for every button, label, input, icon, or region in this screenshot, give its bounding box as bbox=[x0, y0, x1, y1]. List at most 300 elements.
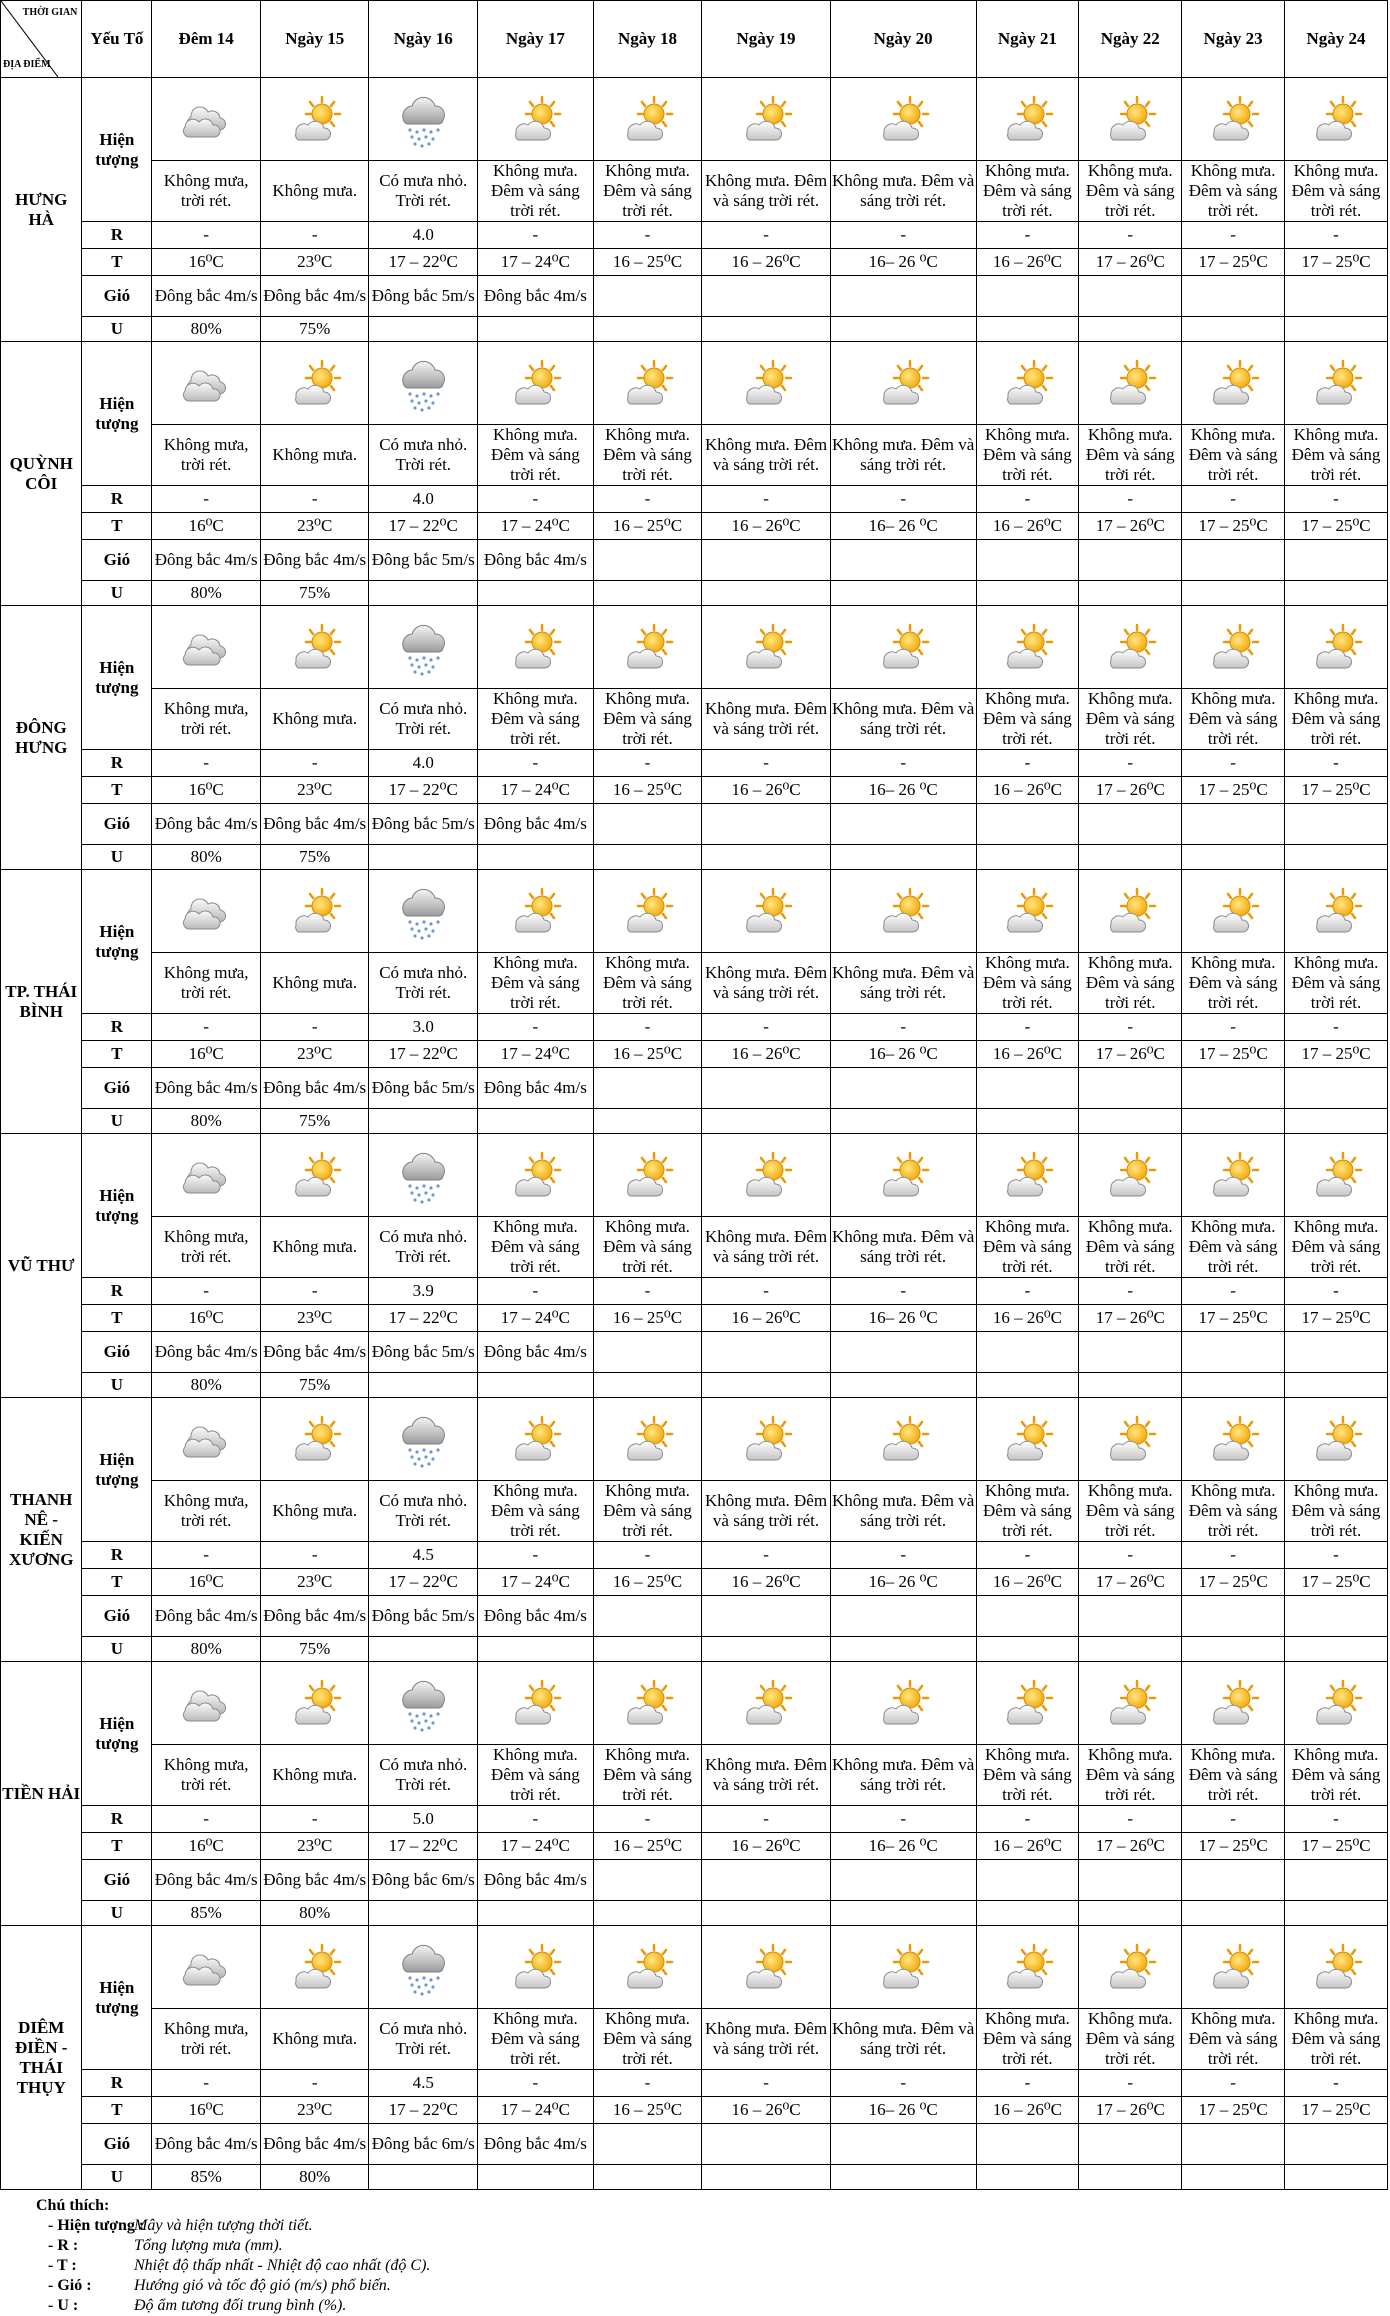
cloudy-icon bbox=[153, 1413, 259, 1465]
sun-cloud-icon bbox=[978, 885, 1078, 937]
wind-value: Đông bắc 5m/s bbox=[369, 540, 478, 581]
rain-value: - bbox=[593, 2070, 702, 2097]
wind-value bbox=[1182, 2124, 1285, 2165]
rain-value: - bbox=[1285, 1014, 1388, 1041]
rain-value: 5.0 bbox=[369, 1806, 478, 1833]
weather-description: Không mưa, trời rét. bbox=[152, 1745, 261, 1806]
rain-value: - bbox=[1285, 750, 1388, 777]
weather-description: Không mưa. Đêm và sáng trời rét. bbox=[702, 425, 831, 486]
humidity-value: 85% bbox=[152, 1901, 261, 1926]
humidity-value bbox=[976, 845, 1079, 870]
weather-description: Không mưa. Đêm và sáng trời rét. bbox=[593, 2009, 702, 2070]
sun-cloud-icon bbox=[703, 357, 829, 409]
temperature-value: 16 – 26⁰C bbox=[976, 249, 1079, 276]
weather-icon-cell bbox=[830, 1398, 976, 1481]
weather-description: Không mưa, trời rét. bbox=[152, 953, 261, 1014]
temperature-value: 17 – 25⁰C bbox=[1182, 1305, 1285, 1332]
location-u-row bbox=[1, 581, 1388, 606]
rain-value: - bbox=[1079, 1278, 1182, 1305]
rain-value: - bbox=[1285, 2070, 1388, 2097]
rain-value: - bbox=[152, 486, 261, 513]
weather-description: Không mưa. Đêm và sáng trời rét. bbox=[478, 1481, 594, 1542]
wind-value bbox=[830, 276, 976, 317]
sun-cloud-icon bbox=[262, 885, 368, 937]
sun-cloud-icon bbox=[479, 1677, 592, 1729]
weather-description: Không mưa. Đêm và sáng trời rét. bbox=[478, 161, 594, 222]
temperature-value: 17 – 24⁰C bbox=[478, 1833, 594, 1860]
weather-description: Không mưa. Đêm và sáng trời rét. bbox=[976, 1217, 1079, 1278]
temperature-value: 16 – 26⁰C bbox=[976, 513, 1079, 540]
humidity-value bbox=[1079, 1373, 1182, 1398]
temperature-value: 16– 26 ⁰C bbox=[830, 249, 976, 276]
temperature-value: 17 – 25⁰C bbox=[1182, 513, 1285, 540]
wind-value: Đông bắc 6m/s bbox=[369, 1860, 478, 1901]
location-g-row bbox=[1, 276, 1388, 317]
wind-value: Đông bắc 5m/s bbox=[369, 276, 478, 317]
location-t-row bbox=[1, 777, 1388, 804]
rain-value: - bbox=[1182, 1014, 1285, 1041]
weather-description: Không mưa. Đêm và sáng trời rét. bbox=[1182, 953, 1285, 1014]
weather-icon-cell bbox=[830, 342, 976, 425]
location-desc-row bbox=[1, 161, 1388, 222]
rain-value: - bbox=[260, 1278, 369, 1305]
weather-icon-cell bbox=[478, 78, 594, 161]
weather-description: Không mưa. Đêm và sáng trời rét. bbox=[702, 953, 831, 1014]
humidity-value bbox=[1079, 2165, 1182, 2190]
temperature-value: 16 – 26⁰C bbox=[702, 1569, 831, 1596]
temperature-value: 16 – 26⁰C bbox=[976, 777, 1079, 804]
sun-cloud-icon bbox=[595, 885, 701, 937]
location-icon-row bbox=[1, 342, 1388, 425]
sun-cloud-icon bbox=[978, 621, 1078, 673]
weather-icon-cell bbox=[478, 1398, 594, 1481]
wind-value: Đông bắc 4m/s bbox=[260, 276, 369, 317]
temperature-value: 16 – 25⁰C bbox=[593, 513, 702, 540]
rain-value: - bbox=[152, 1806, 261, 1833]
sun-cloud-icon bbox=[1183, 1413, 1283, 1465]
wind-value: Đông bắc 6m/s bbox=[369, 2124, 478, 2165]
weather-description: Không mưa. Đêm và sáng trời rét. bbox=[478, 2009, 594, 2070]
weather-icon-cell bbox=[478, 342, 594, 425]
rain-value: - bbox=[260, 750, 369, 777]
temperature-value: 17 – 25⁰C bbox=[1182, 249, 1285, 276]
rain-value: - bbox=[702, 1014, 831, 1041]
humidity-value bbox=[830, 317, 976, 342]
legend-key: - Gió : bbox=[48, 2277, 92, 2294]
weather-description: Không mưa. Đêm và sáng trời rét. bbox=[1079, 1745, 1182, 1806]
humidity-value bbox=[478, 1373, 594, 1398]
weather-description: Có mưa nhỏ. Trời rét. bbox=[369, 2009, 478, 2070]
rain-value: - bbox=[976, 222, 1079, 249]
corner-time-label: THỜI GIAN bbox=[22, 7, 78, 18]
rain-value: - bbox=[830, 486, 976, 513]
day-header: Ngày 21 bbox=[976, 1, 1079, 78]
weather-icon-cell bbox=[1182, 1134, 1285, 1217]
factor-label: R bbox=[82, 222, 152, 249]
humidity-value bbox=[830, 581, 976, 606]
day-header: Ngày 24 bbox=[1285, 1, 1388, 78]
weather-description: Không mưa. Đêm và sáng trời rét. bbox=[830, 2009, 976, 2070]
weather-icon-cell bbox=[369, 78, 478, 161]
weather-icon-cell bbox=[976, 1398, 1079, 1481]
factor-label: Hiện tượng bbox=[82, 606, 152, 750]
rain-value: - bbox=[830, 1014, 976, 1041]
humidity-value bbox=[593, 2165, 702, 2190]
factor-label: Gió bbox=[82, 2124, 152, 2165]
wind-value: Đông bắc 4m/s bbox=[478, 1332, 594, 1373]
humidity-value bbox=[478, 581, 594, 606]
legend-desc: Mây và hiện tượng thời tiết. bbox=[134, 2217, 313, 2234]
weather-icon-cell bbox=[152, 606, 261, 689]
weather-icon-cell bbox=[1182, 1662, 1285, 1745]
weather-icon-cell bbox=[1182, 870, 1285, 953]
sun-cloud-icon bbox=[262, 1413, 368, 1465]
temperature-value: 16– 26 ⁰C bbox=[830, 513, 976, 540]
weather-description: Không mưa. Đêm và sáng trời rét. bbox=[1079, 425, 1182, 486]
weather-description: Không mưa. bbox=[260, 1481, 369, 1542]
weather-icon-cell bbox=[369, 1926, 478, 2009]
rain-value: 4.0 bbox=[369, 750, 478, 777]
weather-description: Không mưa. Đêm và sáng trời rét. bbox=[1285, 1481, 1388, 1542]
wind-value bbox=[1285, 1860, 1388, 1901]
weather-description: Không mưa. Đêm và sáng trời rét. bbox=[1285, 2009, 1388, 2070]
factor-label: R bbox=[82, 750, 152, 777]
rain-value: - bbox=[478, 1806, 594, 1833]
humidity-value bbox=[1182, 317, 1285, 342]
weather-icon-cell bbox=[260, 606, 369, 689]
location-g-row bbox=[1, 540, 1388, 581]
rain-value: 4.5 bbox=[369, 2070, 478, 2097]
rain-value: - bbox=[1285, 1278, 1388, 1305]
weather-icon-cell bbox=[1079, 1398, 1182, 1481]
sun-cloud-icon bbox=[262, 1941, 368, 1993]
humidity-value: 80% bbox=[152, 845, 261, 870]
sun-cloud-icon bbox=[1286, 93, 1386, 145]
sun-cloud-icon bbox=[1286, 885, 1386, 937]
wind-value bbox=[1285, 1596, 1388, 1637]
temperature-value: 16– 26 ⁰C bbox=[830, 1569, 976, 1596]
weather-description: Không mưa, trời rét. bbox=[152, 1217, 261, 1278]
humidity-value: 75% bbox=[260, 1373, 369, 1398]
rain-value: - bbox=[1079, 1014, 1182, 1041]
wind-value bbox=[1285, 276, 1388, 317]
wind-value: Đông bắc 4m/s bbox=[478, 276, 594, 317]
rain-cloud-icon bbox=[370, 352, 476, 414]
wind-value bbox=[1079, 276, 1182, 317]
factor-label: U bbox=[82, 317, 152, 342]
wind-value bbox=[976, 1596, 1079, 1637]
wind-value bbox=[702, 2124, 831, 2165]
temperature-value: 23⁰C bbox=[260, 1041, 369, 1068]
legend-desc: Nhiệt độ thấp nhất - Nhiệt độ cao nhất (độ C). bbox=[134, 2257, 431, 2274]
weather-description: Không mưa. Đêm và sáng trời rét. bbox=[478, 953, 594, 1014]
day-header: Ngày 16 bbox=[369, 1, 478, 78]
legend-key: - U : bbox=[48, 2297, 79, 2314]
wind-value bbox=[1182, 1596, 1285, 1637]
humidity-value bbox=[976, 581, 1079, 606]
sun-cloud-icon bbox=[832, 1941, 975, 1993]
weather-icon-cell bbox=[1182, 1398, 1285, 1481]
location-r-row bbox=[1, 1542, 1388, 1569]
sun-cloud-icon bbox=[832, 621, 975, 673]
sun-cloud-icon bbox=[703, 1413, 829, 1465]
sun-cloud-icon bbox=[978, 1413, 1078, 1465]
rain-value: - bbox=[1285, 1806, 1388, 1833]
location-g-row bbox=[1, 804, 1388, 845]
temperature-value: 17 – 25⁰C bbox=[1182, 777, 1285, 804]
wind-value bbox=[830, 1068, 976, 1109]
wind-value bbox=[976, 1332, 1079, 1373]
location-name: VŨ THƯ bbox=[1, 1134, 82, 1398]
sun-cloud-icon bbox=[1080, 93, 1180, 145]
location-name: QUỲNH CÔI bbox=[1, 342, 82, 606]
weather-description: Không mưa. Đêm và sáng trời rét. bbox=[593, 161, 702, 222]
factor-header: Yếu Tố bbox=[82, 1, 152, 78]
sun-cloud-icon bbox=[479, 1413, 592, 1465]
sun-cloud-icon bbox=[595, 93, 701, 145]
location-g-row bbox=[1, 2124, 1388, 2165]
humidity-value bbox=[1182, 845, 1285, 870]
location-u-row bbox=[1, 2165, 1388, 2190]
sun-cloud-icon bbox=[978, 93, 1078, 145]
cloudy-icon bbox=[153, 1677, 259, 1729]
humidity-value: 80% bbox=[152, 1637, 261, 1662]
weather-description: Có mưa nhỏ. Trời rét. bbox=[369, 1217, 478, 1278]
wind-value bbox=[1285, 2124, 1388, 2165]
humidity-value bbox=[1079, 581, 1182, 606]
weather-icon-cell bbox=[369, 342, 478, 425]
temperature-value: 17 – 26⁰C bbox=[1079, 1305, 1182, 1332]
wind-value bbox=[593, 276, 702, 317]
humidity-value bbox=[478, 2165, 594, 2190]
temperature-value: 17 – 22⁰C bbox=[369, 1041, 478, 1068]
temperature-value: 16 – 26⁰C bbox=[976, 1569, 1079, 1596]
weather-icon-cell bbox=[369, 1398, 478, 1481]
day-header: Ngày 17 bbox=[478, 1, 594, 78]
temperature-value: 17 – 24⁰C bbox=[478, 777, 594, 804]
cloudy-icon bbox=[153, 1941, 259, 1993]
rain-cloud-icon bbox=[370, 1408, 476, 1470]
factor-label: T bbox=[82, 249, 152, 276]
rain-value: - bbox=[830, 1542, 976, 1569]
wind-value bbox=[1079, 1332, 1182, 1373]
sun-cloud-icon bbox=[1080, 357, 1180, 409]
weather-icon-cell bbox=[1079, 870, 1182, 953]
location-t-row bbox=[1, 249, 1388, 276]
rain-value: - bbox=[702, 1806, 831, 1833]
weather-icon-cell bbox=[593, 78, 702, 161]
temperature-value: 17 – 24⁰C bbox=[478, 513, 594, 540]
weather-description: Không mưa. bbox=[260, 2009, 369, 2070]
location-icon-row bbox=[1, 1662, 1388, 1745]
temperature-value: 23⁰C bbox=[260, 1305, 369, 1332]
location-g-row bbox=[1, 1596, 1388, 1637]
factor-label: T bbox=[82, 513, 152, 540]
temperature-value: 17 – 25⁰C bbox=[1285, 1041, 1388, 1068]
rain-value: - bbox=[1182, 222, 1285, 249]
corner-cell bbox=[1, 1, 82, 78]
weather-description: Không mưa. bbox=[260, 161, 369, 222]
temperature-value: 17 – 25⁰C bbox=[1285, 1569, 1388, 1596]
weather-icon-cell bbox=[152, 1398, 261, 1481]
weather-description: Không mưa. Đêm và sáng trời rét. bbox=[976, 425, 1079, 486]
weather-description: Không mưa. Đêm và sáng trời rét. bbox=[702, 161, 831, 222]
rain-value: - bbox=[1079, 750, 1182, 777]
temperature-value: 17 – 26⁰C bbox=[1079, 513, 1182, 540]
weather-icon-cell bbox=[976, 342, 1079, 425]
location-desc-row bbox=[1, 2009, 1388, 2070]
factor-label: R bbox=[82, 1806, 152, 1833]
location-g-row bbox=[1, 1860, 1388, 1901]
location-u-row bbox=[1, 1901, 1388, 1926]
rain-value: - bbox=[478, 1014, 594, 1041]
factor-label: U bbox=[82, 1373, 152, 1398]
weather-icon-cell bbox=[478, 1662, 594, 1745]
location-desc-row bbox=[1, 425, 1388, 486]
rain-value: - bbox=[976, 750, 1079, 777]
weather-description: Có mưa nhỏ. Trời rét. bbox=[369, 1745, 478, 1806]
humidity-value bbox=[1285, 1637, 1388, 1662]
humidity-value bbox=[702, 845, 831, 870]
weather-description: Có mưa nhỏ. Trời rét. bbox=[369, 1481, 478, 1542]
sun-cloud-icon bbox=[1080, 885, 1180, 937]
factor-label: R bbox=[82, 1278, 152, 1305]
weather-description: Không mưa. Đêm và sáng trời rét. bbox=[1182, 1481, 1285, 1542]
weather-icon-cell bbox=[702, 342, 831, 425]
temperature-value: 17 – 26⁰C bbox=[1079, 249, 1182, 276]
wind-value bbox=[702, 276, 831, 317]
rain-value: - bbox=[830, 222, 976, 249]
humidity-value bbox=[830, 1109, 976, 1134]
rain-value: - bbox=[830, 2070, 976, 2097]
factor-label: R bbox=[82, 1014, 152, 1041]
humidity-value bbox=[593, 1373, 702, 1398]
location-icon-row bbox=[1, 1398, 1388, 1481]
temperature-value: 17 – 24⁰C bbox=[478, 249, 594, 276]
temperature-value: 17 – 25⁰C bbox=[1182, 1569, 1285, 1596]
weather-icon-cell bbox=[830, 870, 976, 953]
wind-value bbox=[1182, 1332, 1285, 1373]
humidity-value bbox=[702, 1901, 831, 1926]
rain-value: - bbox=[830, 750, 976, 777]
rain-value: - bbox=[1079, 1542, 1182, 1569]
factor-label: T bbox=[82, 2097, 152, 2124]
rain-value: - bbox=[152, 222, 261, 249]
factor-label: Hiện tượng bbox=[82, 1926, 152, 2070]
cloudy-icon bbox=[153, 885, 259, 937]
temperature-value: 17 – 22⁰C bbox=[369, 249, 478, 276]
location-desc-row bbox=[1, 689, 1388, 750]
temperature-value: 17 – 25⁰C bbox=[1285, 1833, 1388, 1860]
location-r-row bbox=[1, 1806, 1388, 1833]
rain-value: - bbox=[1079, 1806, 1182, 1833]
wind-value: Đông bắc 4m/s bbox=[152, 1332, 261, 1373]
humidity-value: 75% bbox=[260, 317, 369, 342]
rain-value: - bbox=[1182, 2070, 1285, 2097]
temperature-value: 17 – 22⁰C bbox=[369, 513, 478, 540]
sun-cloud-icon bbox=[1080, 1677, 1180, 1729]
location-u-row bbox=[1, 845, 1388, 870]
rain-value: - bbox=[260, 1806, 369, 1833]
location-icon-row bbox=[1, 1926, 1388, 2009]
location-icon-row bbox=[1, 870, 1388, 953]
rain-value: - bbox=[1182, 1806, 1285, 1833]
weather-icon-cell bbox=[976, 606, 1079, 689]
weather-icon-cell bbox=[152, 1134, 261, 1217]
humidity-value bbox=[1285, 1901, 1388, 1926]
sun-cloud-icon bbox=[262, 93, 368, 145]
weather-icon-cell bbox=[593, 1662, 702, 1745]
humidity-value: 75% bbox=[260, 1109, 369, 1134]
rain-value: - bbox=[593, 750, 702, 777]
humidity-value bbox=[369, 1637, 478, 1662]
weather-description: Không mưa. Đêm và sáng trời rét. bbox=[1285, 1217, 1388, 1278]
temperature-value: 16 – 26⁰C bbox=[702, 513, 831, 540]
rain-value: - bbox=[260, 222, 369, 249]
sun-cloud-icon bbox=[703, 1941, 829, 1993]
rain-cloud-icon bbox=[370, 1144, 476, 1206]
temperature-value: 17 – 25⁰C bbox=[1285, 2097, 1388, 2124]
wind-value bbox=[1079, 1860, 1182, 1901]
humidity-value bbox=[976, 317, 1079, 342]
wind-value bbox=[976, 2124, 1079, 2165]
legend-key: - T : bbox=[48, 2257, 77, 2274]
weather-description: Có mưa nhỏ. Trời rét. bbox=[369, 425, 478, 486]
temperature-value: 16⁰C bbox=[152, 1569, 261, 1596]
wind-value bbox=[1285, 804, 1388, 845]
wind-value bbox=[593, 804, 702, 845]
wind-value bbox=[976, 540, 1079, 581]
weather-icon-cell bbox=[830, 1662, 976, 1745]
humidity-value bbox=[976, 1109, 1079, 1134]
weather-icon-cell bbox=[1285, 1662, 1388, 1745]
weather-description: Không mưa. Đêm và sáng trời rét. bbox=[1079, 953, 1182, 1014]
rain-value: - bbox=[830, 1278, 976, 1305]
wind-value bbox=[702, 1860, 831, 1901]
factor-label: Gió bbox=[82, 1860, 152, 1901]
sun-cloud-icon bbox=[479, 621, 592, 673]
temperature-value: 16⁰C bbox=[152, 249, 261, 276]
temperature-value: 16 – 26⁰C bbox=[702, 777, 831, 804]
sun-cloud-icon bbox=[1080, 1413, 1180, 1465]
rain-value: - bbox=[976, 486, 1079, 513]
sun-cloud-icon bbox=[479, 357, 592, 409]
temperature-value: 16⁰C bbox=[152, 2097, 261, 2124]
factor-label: U bbox=[82, 1109, 152, 1134]
sun-cloud-icon bbox=[703, 885, 829, 937]
weather-description: Không mưa. bbox=[260, 425, 369, 486]
weather-icon-cell bbox=[1079, 1926, 1182, 2009]
rain-value: 3.0 bbox=[369, 1014, 478, 1041]
weather-icon-cell bbox=[976, 1134, 1079, 1217]
rain-value: - bbox=[1182, 1542, 1285, 1569]
rain-cloud-icon bbox=[370, 616, 476, 678]
wind-value: Đông bắc 4m/s bbox=[260, 1332, 369, 1373]
weather-description: Không mưa. Đêm và sáng trời rét. bbox=[830, 689, 976, 750]
rain-value: - bbox=[593, 486, 702, 513]
factor-label: Gió bbox=[82, 1596, 152, 1637]
factor-label: Hiện tượng bbox=[82, 78, 152, 222]
legend-item bbox=[36, 2256, 1390, 2276]
sun-cloud-icon bbox=[978, 1941, 1078, 1993]
factor-label: Gió bbox=[82, 804, 152, 845]
wind-value bbox=[593, 2124, 702, 2165]
location-t-row bbox=[1, 1569, 1388, 1596]
rain-value: - bbox=[1079, 486, 1182, 513]
humidity-value bbox=[830, 1373, 976, 1398]
wind-value bbox=[1079, 1596, 1182, 1637]
humidity-value bbox=[593, 845, 702, 870]
